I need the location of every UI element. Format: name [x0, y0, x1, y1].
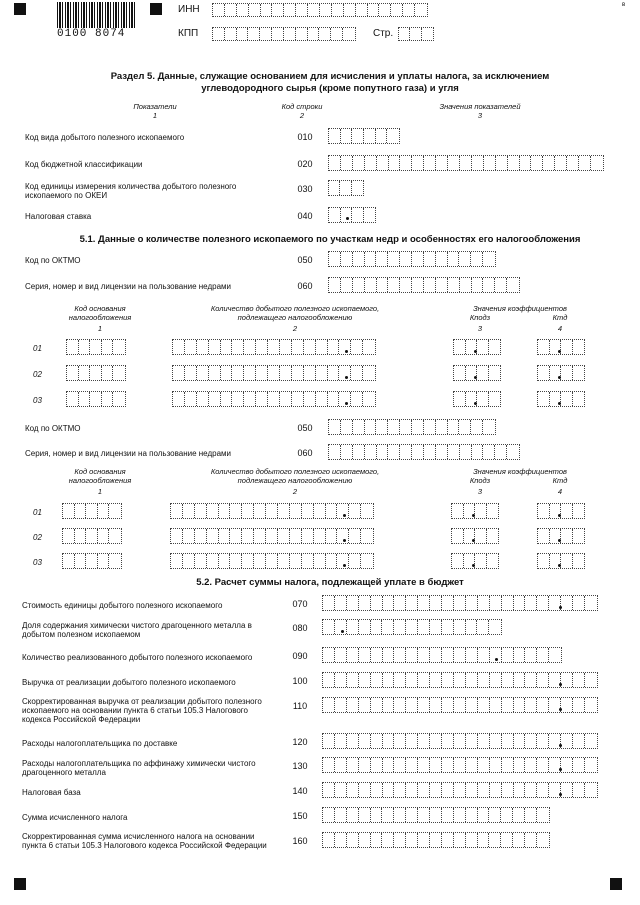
kpod-field-03b[interactable] — [451, 553, 499, 569]
th-kpod-num-2: 3 — [477, 487, 483, 496]
th-ktd-2: Ктд — [552, 476, 568, 485]
ktd-field-01b[interactable] — [537, 503, 585, 519]
barcode-number: 0100 8074 — [57, 28, 126, 40]
col-num-2: 2 — [299, 111, 305, 120]
decimal-point — [558, 376, 561, 379]
decimal-point — [343, 514, 346, 517]
row-index-02a: 02 — [33, 370, 42, 379]
kpod-field-01b[interactable] — [451, 503, 499, 519]
col-num-1: 1 — [152, 111, 158, 120]
decimal-point — [345, 376, 348, 379]
row-150-label: Сумма исчисленного налога — [22, 813, 128, 822]
license-code-2: 060 — [297, 448, 313, 458]
decimal-point — [559, 793, 562, 796]
row-100-field[interactable] — [322, 672, 598, 688]
row-130-code: 130 — [292, 761, 308, 771]
row-020-code: 020 — [297, 159, 313, 169]
row-010-field[interactable] — [328, 128, 400, 144]
row-index-02b: 02 — [33, 533, 42, 542]
decimal-point — [345, 350, 348, 353]
section5-title-line2: углеводородного сырья (кроме попутного газа) и угля — [201, 83, 459, 94]
decimal-point — [474, 402, 477, 405]
kpp-label: КПП — [178, 28, 199, 39]
basis-field-03b[interactable] — [62, 553, 122, 569]
license-code-1: 060 — [297, 281, 313, 291]
row-030-code: 030 — [297, 184, 313, 194]
row-090-field[interactable] — [322, 647, 562, 663]
decimal-point — [559, 744, 562, 747]
row-040-field[interactable] — [328, 207, 376, 223]
row-030-field[interactable] — [328, 180, 364, 196]
row-090-code: 090 — [292, 651, 308, 661]
col-num-3: 3 — [477, 111, 483, 120]
row-160-field[interactable] — [322, 832, 550, 848]
basis-field-01a[interactable] — [66, 339, 126, 355]
kpod-field-03a[interactable] — [453, 391, 501, 407]
decimal-point — [343, 564, 346, 567]
section52-title: 5.2. Расчет суммы налога, подлежащей уплате в бюджет — [196, 577, 464, 588]
ktd-field-03b[interactable] — [537, 553, 585, 569]
row-160-code: 160 — [292, 836, 308, 846]
decimal-point — [341, 630, 344, 633]
decimal-point — [558, 402, 561, 405]
decimal-point — [558, 350, 561, 353]
decimal-point — [559, 708, 562, 711]
oktmo-field-2[interactable] — [328, 419, 496, 435]
col-values: Значения показателей — [439, 102, 521, 111]
row-160-label: Скорректированная сумма исчисленного налога на основании пункта 6 статьи 105.3 Налогового кодекса Российской Федерации — [22, 832, 267, 850]
license-label-1: Серия, номер и вид лицензии на пользование недрами — [25, 282, 231, 291]
license-field-2[interactable] — [328, 444, 520, 460]
inn-field[interactable] — [212, 3, 428, 17]
basis-field-03a[interactable] — [66, 391, 126, 407]
basis-field-02b[interactable] — [62, 528, 122, 544]
row-010-label: Код вида добытого полезного ископаемого — [25, 133, 185, 142]
row-140-code: 140 — [292, 786, 308, 796]
decimal-point — [558, 539, 561, 542]
ktd-field-02a[interactable] — [537, 365, 585, 381]
row-index-01b: 01 — [33, 508, 42, 517]
inn-label: ИНН — [178, 4, 200, 15]
corner-mark: в — [622, 2, 626, 8]
row-130-label: Расходы налогоплательщика по аффинажу химически чистого драгоценного металла — [22, 759, 256, 777]
decimal-point — [472, 564, 475, 567]
registration-mark-top-left — [14, 3, 26, 15]
row-index-01a: 01 — [33, 344, 42, 353]
basis-field-02a[interactable] — [66, 365, 126, 381]
oktmo-label-1: Код по ОКТМО — [25, 256, 81, 265]
th-basis-num-2: 1 — [97, 487, 103, 496]
decimal-point — [472, 539, 475, 542]
th-basis-num-1: 1 — [97, 324, 103, 333]
row-110-code: 110 — [292, 701, 308, 711]
oktmo-code-1: 050 — [297, 255, 313, 265]
th-qty-num-2: 2 — [292, 487, 298, 496]
row-040-code: 040 — [297, 211, 313, 221]
oktmo-field-1[interactable] — [328, 251, 496, 267]
decimal-point — [343, 539, 346, 542]
th-ktd-1: Ктд — [552, 313, 568, 322]
row-100-code: 100 — [292, 676, 308, 686]
decimal-point — [559, 768, 562, 771]
registration-mark-bottom-left — [14, 878, 26, 890]
decimal-point — [474, 350, 477, 353]
license-field-1[interactable] — [328, 277, 520, 293]
row-080-field[interactable] — [322, 619, 502, 635]
kpp-field[interactable] — [212, 27, 356, 41]
th-basis-1: Код основания налогообложения — [68, 304, 132, 322]
license-label-2: Серия, номер и вид лицензии на пользование недрами — [25, 449, 231, 458]
decimal-point — [474, 376, 477, 379]
oktmo-code-2: 050 — [297, 423, 313, 433]
row-140-field[interactable] — [322, 782, 598, 798]
th-qty-num-1: 2 — [292, 324, 298, 333]
row-120-label: Расходы налогоплательщика по доставке — [22, 739, 178, 748]
kpod-field-01a[interactable] — [453, 339, 501, 355]
registration-mark-top-center — [150, 3, 162, 15]
row-090-label: Количество реализованного добытого полезного ископаемого — [22, 653, 253, 662]
th-qty-1: Количество добытого полезного ископаемого, подлежащего налогообложению — [210, 304, 380, 322]
th-kpod-num-1: 3 — [477, 324, 483, 333]
decimal-point — [495, 658, 498, 661]
row-index-03a: 03 — [33, 396, 42, 405]
row-070-code: 070 — [292, 599, 308, 609]
col-code: Код строки — [281, 102, 323, 111]
row-100-label: Выручка от реализации добытого полезного ископаемого — [22, 678, 236, 687]
ktd-field-02b[interactable] — [537, 528, 585, 544]
registration-mark-bottom-right — [610, 878, 622, 890]
row-080-label: Доля содержания химически чистого драгоценного металла в добытом полезном ископаемом — [22, 621, 252, 639]
row-120-field[interactable] — [322, 733, 598, 749]
row-010-code: 010 — [297, 132, 313, 142]
ktd-field-03a[interactable] — [537, 391, 585, 407]
kpod-field-02a[interactable] — [453, 365, 501, 381]
row-150-field[interactable] — [322, 807, 550, 823]
th-ktd-num-1: 4 — [557, 324, 563, 333]
th-coef-2: Значения коэффициентов — [473, 467, 567, 476]
col-indicators: Показатели — [133, 102, 177, 111]
row-110-field[interactable] — [322, 697, 598, 713]
row-130-field[interactable] — [322, 757, 598, 773]
page-label: Стр. — [373, 28, 394, 39]
th-basis-2: Код основания налогообложения — [68, 467, 132, 485]
decimal-point — [472, 514, 475, 517]
section51-title: 5.1. Данные о количестве полезного ископаемого по участкам недр и особенностях его налогообложения — [79, 234, 581, 245]
section5-title-line1: Раздел 5. Данные, служащие основанием для исчисления и уплаты налога, за исключением — [110, 71, 550, 82]
row-120-code: 120 — [292, 737, 308, 747]
decimal-point — [345, 402, 348, 405]
decimal-point — [559, 606, 562, 609]
decimal-point — [558, 514, 561, 517]
oktmo-label-2: Код по ОКТМО — [25, 424, 81, 433]
th-ktd-num-2: 4 — [557, 487, 563, 496]
row-140-label: Налоговая база — [22, 788, 81, 797]
th-qty-2: Количество добытого полезного ископаемого, подлежащего налогообложению — [210, 467, 380, 485]
row-040-label: Налоговая ставка — [25, 212, 92, 221]
row-030-label: Код единицы измерения количества добытого полезного ископаемого по ОКЕИ — [25, 182, 237, 200]
row-070-label: Стоимость единицы добытого полезного ископаемого — [22, 601, 223, 610]
th-kpod-1: Кподз — [469, 313, 491, 322]
th-kpod-2: Кподз — [469, 476, 491, 485]
decimal-point — [346, 217, 349, 220]
row-070-field[interactable] — [322, 595, 598, 611]
row-110-label: Скорректированная выручка от реализации добытого полезного ископаемого на основании пункта 6 статьи 105.3 Налогового кодекса Российской Федерации — [22, 697, 262, 724]
th-coef-1: Значения коэффициентов — [473, 304, 567, 313]
row-150-code: 150 — [292, 811, 308, 821]
barcode — [57, 2, 135, 28]
row-index-03b: 03 — [33, 558, 42, 567]
row-020-field[interactable] — [328, 155, 604, 171]
row-080-code: 080 — [292, 623, 308, 633]
decimal-point — [558, 564, 561, 567]
row-020-label: Код бюджетной классификации — [25, 160, 143, 169]
decimal-point — [559, 683, 562, 686]
kpod-field-02b[interactable] — [451, 528, 499, 544]
page-field[interactable] — [398, 27, 434, 41]
ktd-field-01a[interactable] — [537, 339, 585, 355]
basis-field-01b[interactable] — [62, 503, 122, 519]
